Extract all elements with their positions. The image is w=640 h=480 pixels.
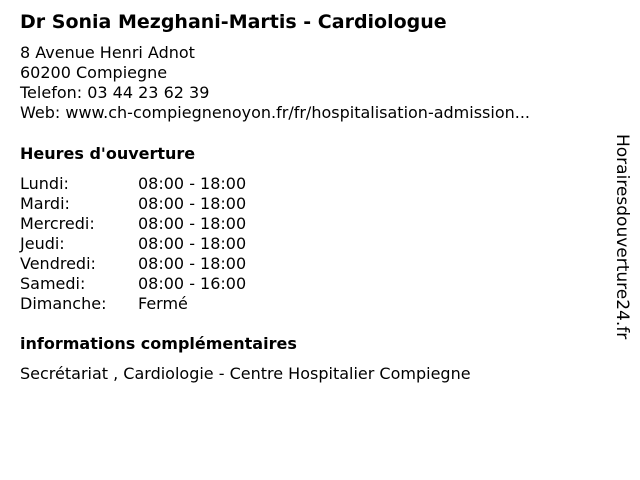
- additional-info-heading: informations complémentaires: [20, 334, 297, 353]
- hours-row-friday: [20, 254, 246, 274]
- time-value: 08:00 - 16:00: [138, 274, 247, 293]
- day-label: Jeudi:: [20, 234, 65, 253]
- site-watermark: [612, 134, 632, 374]
- address-line-city: 60200 Compiegne: [20, 63, 168, 82]
- day-label: Lundi:: [20, 174, 69, 193]
- day-label: Dimanche:: [20, 294, 107, 313]
- address-line-street: 8 Avenue Henri Adnot: [20, 43, 195, 62]
- hours-row-sunday: [20, 294, 246, 314]
- page-title: Dr Sonia Mezghani-Martis - Cardiologue: [20, 11, 447, 33]
- additional-info-text: Secrétariat , Cardiologie - Centre Hospitalier Compiegne: [20, 364, 471, 383]
- opening-hours-heading: Heures d'ouverture: [20, 144, 196, 163]
- hours-row-thursday: [20, 234, 246, 254]
- hours-row-saturday: [20, 274, 246, 294]
- hours-row-wednesday: [20, 214, 246, 234]
- day-label: Vendredi:: [20, 254, 96, 273]
- hours-row-monday: [20, 174, 246, 194]
- phone-line: Telefon: 03 44 23 62 39: [20, 83, 210, 102]
- time-value: 08:00 - 18:00: [138, 234, 247, 253]
- time-value: 08:00 - 18:00: [138, 254, 247, 273]
- time-value: 08:00 - 18:00: [138, 194, 247, 213]
- day-label: Samedi:: [20, 274, 86, 293]
- day-label: Mardi:: [20, 194, 70, 213]
- contact-block: [20, 43, 530, 123]
- opening-hours-table: [20, 174, 246, 314]
- hours-row-tuesday: [20, 194, 246, 214]
- web-line: Web: www.ch-compiegnenoyon.fr/fr/hospitalisation-admission...: [20, 103, 531, 122]
- time-value: 08:00 - 18:00: [138, 214, 247, 233]
- time-value: 08:00 - 18:00: [138, 174, 247, 193]
- day-label: Mercredi:: [20, 214, 95, 233]
- time-value: Fermé: [138, 294, 188, 313]
- watermark-text: Horairesdouverture24.fr: [612, 134, 632, 340]
